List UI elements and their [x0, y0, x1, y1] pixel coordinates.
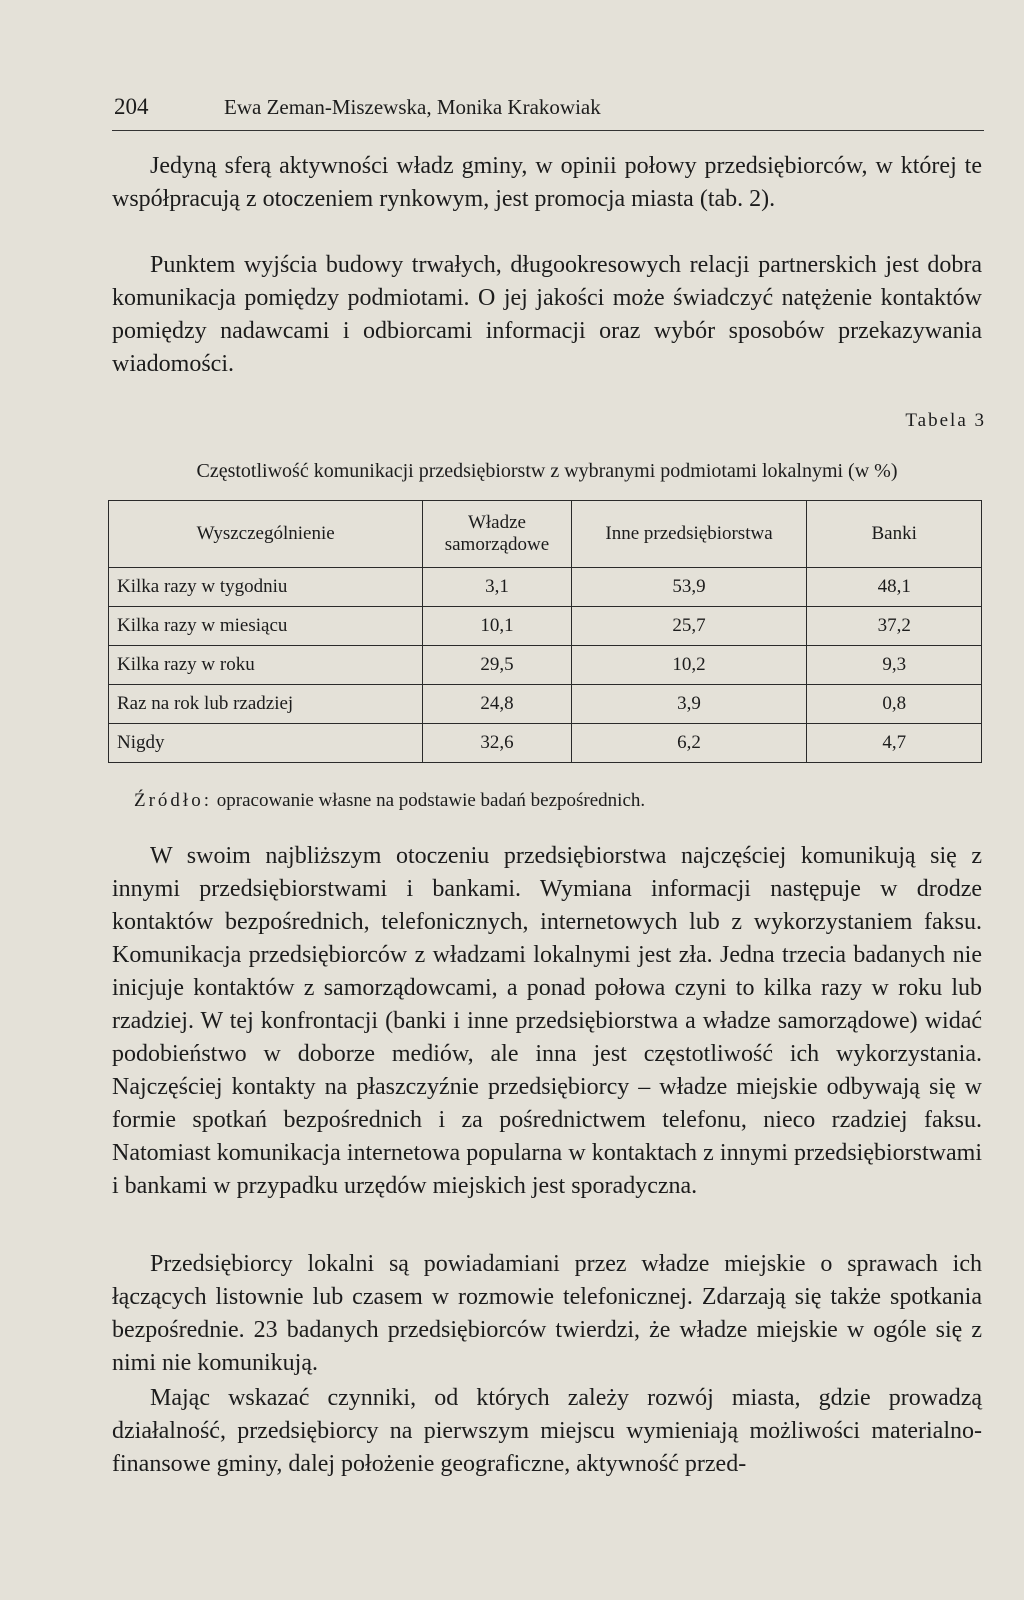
table-cell: 37,2: [807, 607, 982, 646]
table-row: [109, 685, 982, 724]
table-cell: 9,3: [807, 646, 982, 685]
paragraph: Mając wskazać czynniki, od których zależy rozwój miasta, gdzie prowadzą działalność, przedsiębiorcy na pierwszym miejscu wymieniają możliwości materialno-finansowe gminy, dalej położenie geograficzne, aktywność przed-: [112, 1385, 982, 1477]
page-number: 204: [114, 94, 149, 119]
table-cell: 25,7: [571, 607, 807, 646]
row-label: Raz na rok lub rzadziej: [109, 685, 423, 724]
column-header: Wyszczególnienie: [109, 501, 423, 568]
table-header-row: [109, 501, 982, 568]
table-row: [109, 646, 982, 685]
header-rule: [112, 130, 984, 131]
table-cell: 10,1: [423, 607, 571, 646]
table-cell: 24,8: [423, 685, 571, 724]
column-header: Banki: [807, 501, 982, 568]
row-label: Kilka razy w roku: [109, 646, 423, 685]
source-label: Źródło:: [134, 790, 212, 811]
running-head-authors: Ewa Zeman-Miszewska, Monika Krakowiak: [224, 95, 601, 119]
table-row: [109, 568, 982, 607]
paragraph: Punktem wyjścia budowy trwałych, długookresowych relacji partnerskich jest dobra komunikacja pomiędzy podmiotami. O jej jakości może świadczyć natężenie kontaktów pomiędzy nadawcami i odbiorcami informacji oraz wybór sposobów przekazywania wiadomości.: [112, 252, 982, 377]
table-cell: 4,7: [807, 724, 982, 763]
column-header: Władze samorządowe: [423, 501, 571, 568]
table-row: [109, 724, 982, 763]
table-label: Tabela 3: [905, 410, 986, 431]
column-header: Inne przedsiębiorstwa: [571, 501, 807, 568]
paragraph: Jedyną sferą aktywności władz gminy, w opinii połowy przedsiębiorców, w której te współpracują z otoczeniem rynkowym, jest promocja miasta (tab. 2).: [112, 153, 982, 212]
row-label: Nigdy: [109, 724, 423, 763]
table-cell: 0,8: [807, 685, 982, 724]
paragraph: W swoim najbliższym otoczeniu przedsiębiorstwa najczęściej komunikują się z innymi przedsiębiorstwami i bankami. Wymiana informacji następuje w drodze kontaktów bezpośrednich, telefonicznych, internetowych lub z wykorzystaniem faksu. Komunikacja przedsiębiorców z władzami lokalnymi jest zła. Jedna trzecia badanych nie inicjuje kontaktów z samorządowcami, a ponad połowa czyni to kilka razy w roku lub rzadziej. W tej konfrontacji (banki i inne przedsiębiorstwa a władze samorządowe) widać podobieństwo w doborze mediów, ale inna jest częstotliwość ich wykorzystania. Najczęściej kontakty na płaszczyźnie przedsiębiorcy – władze miejskie odbywają się w formie spotkań bezpośrednich i za pośrednictwem telefonu, nieco rzadziej faksu. Natomiast komunikacja internetowa popularna w kontaktach z innymi przedsiębiorstwami i bankami w przypadku urzędów miejskich jest sporadyczna.: [112, 843, 982, 1199]
table-cell: 6,2: [571, 724, 807, 763]
table-caption: Częstotliwość komunikacji przedsiębiorstw z wybranymi podmiotami lokalnymi (w %): [196, 460, 898, 482]
communication-frequency-table: [108, 500, 982, 763]
table-cell: 29,5: [423, 646, 571, 685]
source-text: opracowanie własne na podstawie badań bezpośrednich.: [216, 790, 646, 811]
running-header: [114, 94, 984, 120]
table-cell: 53,9: [571, 568, 807, 607]
table-cell: 10,2: [571, 646, 807, 685]
paragraph: Przedsiębiorcy lokalni są powiadamiani przez władze miejskie o sprawach ich łączących listownie lub czasem w rozmowie telefonicznej. Zdarzają się także spotkania bezpośrednie. 23 badanych przedsiębiorców twierdzi, że władze miejskie w ogóle się z nimi nie komunikują.: [112, 1251, 982, 1376]
table-row: [109, 607, 982, 646]
table-cell: 32,6: [423, 724, 571, 763]
table-cell: 48,1: [807, 568, 982, 607]
table-cell: 3,1: [423, 568, 571, 607]
row-label: Kilka razy w miesiącu: [109, 607, 423, 646]
table-cell: 3,9: [571, 685, 807, 724]
table-source: [134, 790, 645, 812]
row-label: Kilka razy w tygodniu: [109, 568, 423, 607]
